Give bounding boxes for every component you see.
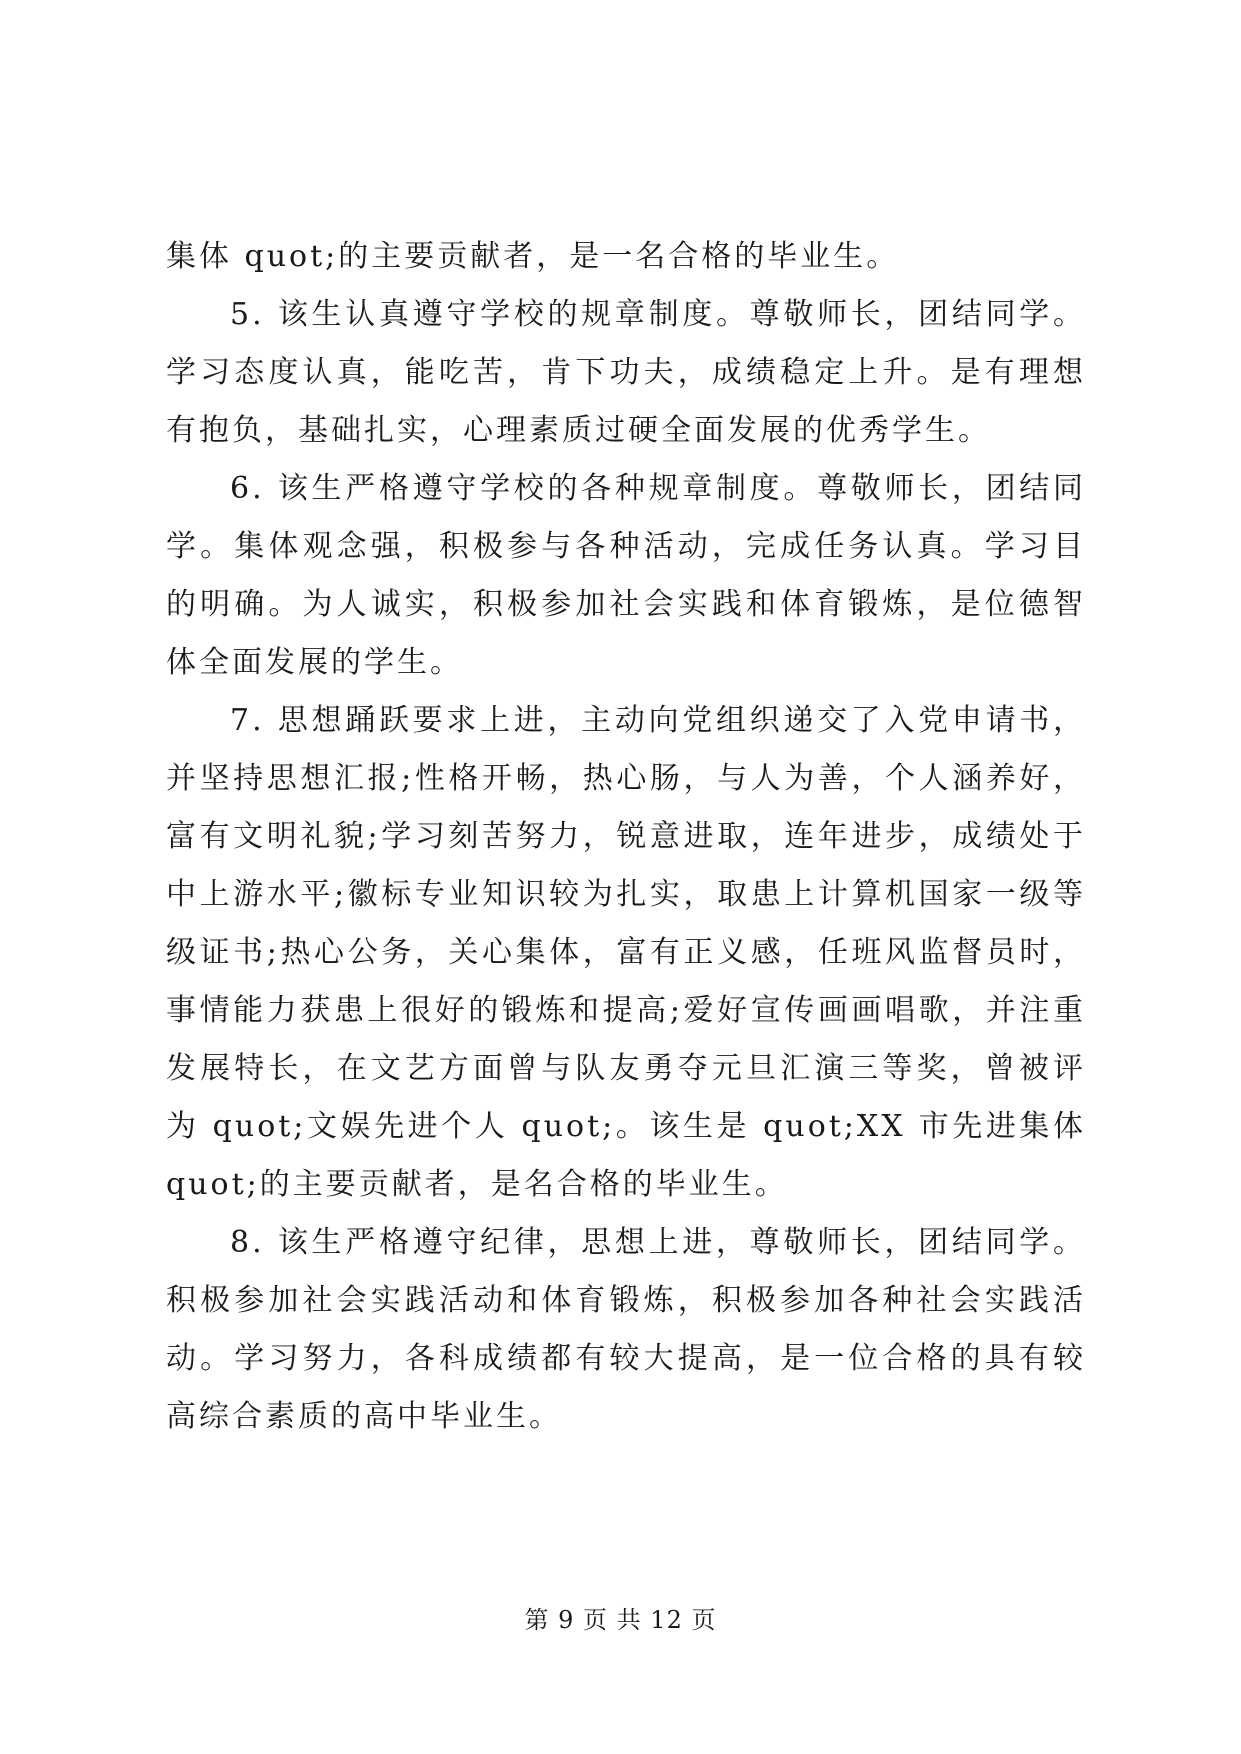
paragraph-item-7: 7. 思想踊跃要求上进，主动向党组织递交了入党申请书，并坚持思想汇报;性格开畅，热心肠，与人为善，个人涵养好，富有文明礼貌;学习刻苦努力，锐意进取，连年进步，成绩处于中上游水平;徽标专业知识较为扎实，取患上计算机国家一级等级证书;热心公务，关心集体，富有正义感，任班风监督员时，事情能力获患上很好的锻炼和提高;爱好宣传画画唱歌，并注重发展特长，在文艺方面曾与队友勇夺元旦汇演三等奖，曾被评为 quot;文娱先进个人 quot;。该生是 quot;XX 市先进集体 quot;的主要贡献者，是名合格的毕业生。 — [166, 703, 1086, 1202]
paragraph-item-8: 8. 该生严格遵守纪律，思想上进，尊敬师长，团结同学。积极参加社会实践活动和体育锻炼，积极参加各种社会实践活动。学习努力，各科成绩都有较大提高，是一位合格的具有较高综合素质的高中毕业生。 — [166, 1225, 1086, 1434]
paragraph-item-6: 6. 该生严格遵守学校的各种规章制度。尊敬师长，团结同学。集体观念强，积极参与各种活动，完成任务认真。学习目的明确。为人诚实，积极参加社会实践和体育锻炼，是位德智体全面发展的学生。 — [166, 471, 1086, 680]
page-number-footer: 第 9 页 共 12 页 — [524, 1606, 717, 1634]
document-body — [166, 228, 1086, 1446]
paragraph-continuation: 集体 quot;的主要贡献者，是一名合格的毕业生。 — [166, 239, 900, 274]
paragraph-item-5: 5. 该生认真遵守学校的规章制度。尊敬师长，团结同学。学习态度认真，能吃苦，肯下功夫，成绩稳定上升。是有理想有抱负，基础扎实，心理素质过硬全面发展的优秀学生。 — [166, 297, 1086, 448]
